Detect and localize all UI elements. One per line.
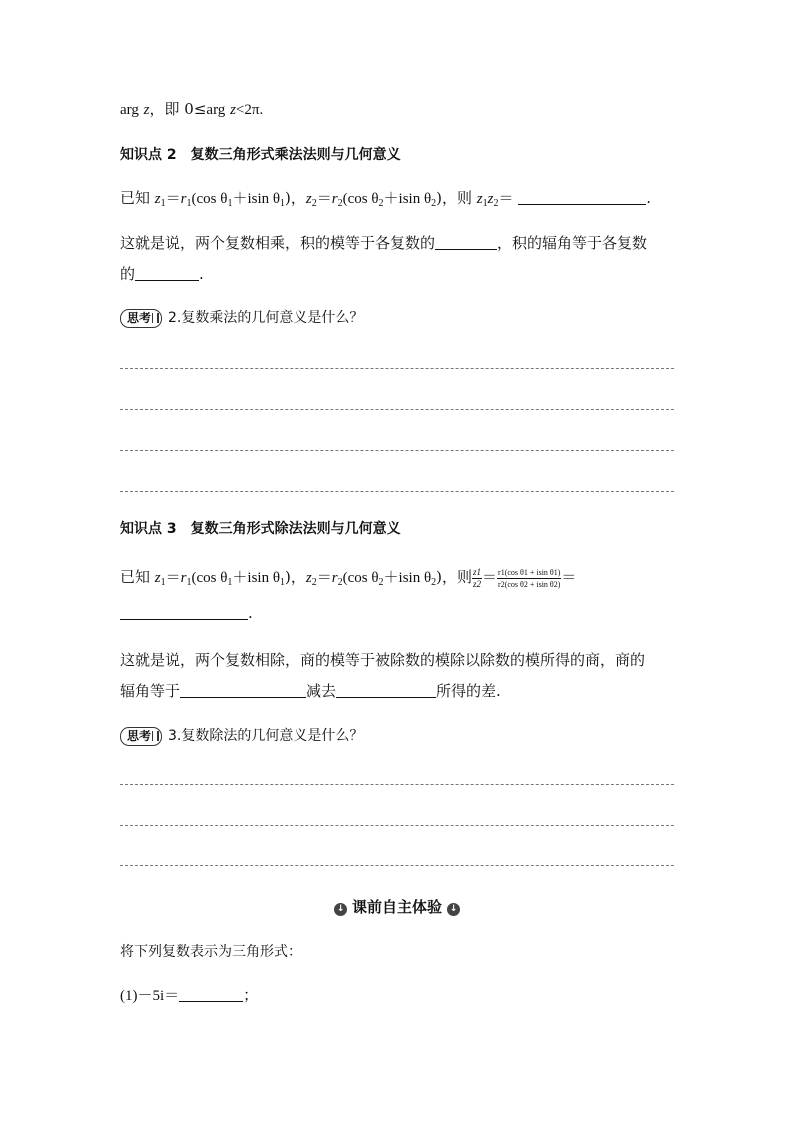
frac2-denominator: r2(cos θ2 + isin θ2) (498, 579, 561, 589)
r1-sub: 1 (186, 577, 192, 588)
isin-text: ＋isin θ (232, 570, 281, 586)
frac-denominator: z2 (473, 578, 482, 589)
z1-sub: 1 (160, 198, 166, 209)
kp2-label: 知识点 2 (120, 147, 177, 163)
top-line (120, 98, 263, 119)
theta1-sub: 1 (227, 198, 233, 209)
then-text: )，则 (436, 189, 477, 207)
r2-var: r (331, 191, 338, 207)
z1-var: z (154, 570, 161, 586)
explain-text-mid: ，积的辐角等于各复数 (497, 234, 648, 252)
kp3-formula (120, 566, 576, 590)
prod-z1: z (476, 191, 483, 207)
think-question: 3.复数除法的几何意义是什么？ (168, 728, 364, 744)
r2-sub: 2 (337, 577, 343, 588)
close-paren: )， (285, 568, 306, 586)
think-2 (120, 307, 363, 328)
z1-sub: 1 (160, 577, 166, 588)
prod-sub2: 2 (493, 198, 499, 209)
r2-var: r (331, 570, 338, 586)
theta2-sub-b: 2 (431, 198, 437, 209)
kp2-title: 复数三角形式乘法法则与几何意义 (190, 147, 401, 163)
kp3-heading (120, 518, 401, 538)
given-label: 已知 (120, 189, 151, 207)
r2-sub: 2 (337, 198, 343, 209)
frac-eq-2: ＝ (561, 568, 577, 586)
theta2-sub: 2 (378, 577, 384, 588)
theta1-sub-b: 1 (280, 577, 286, 588)
explain-text-a: 辐角等于 (120, 682, 181, 700)
prod-sub1: 1 (482, 198, 488, 209)
z2-var: z (305, 570, 312, 586)
kp3-label: 知识点 3 (120, 521, 177, 537)
z1-var: z (154, 191, 161, 207)
answer-line[interactable] (120, 491, 674, 492)
dividend-arg-blank[interactable] (180, 683, 306, 698)
quotient-blank[interactable] (120, 605, 248, 620)
z-var: z (143, 102, 150, 118)
cos-text-2: (cos θ (342, 191, 379, 207)
kp2-formula (120, 187, 651, 209)
kp3-explain-2 (120, 680, 501, 701)
answer-line[interactable] (120, 409, 674, 410)
z2-sub: 2 (311, 577, 317, 588)
period: . (248, 604, 253, 622)
isin-text-2: ＋isin θ (383, 191, 432, 207)
answer-line[interactable] (120, 865, 674, 866)
think-badge: 思考 (120, 727, 162, 746)
think-3 (120, 725, 363, 746)
instruction-text: 将下列复数表示为三角形式： (120, 944, 302, 960)
close-paren: )， (285, 189, 306, 207)
kp3-title: 复数三角形式除法法则与几何意义 (190, 521, 401, 537)
prod-z2: z (487, 191, 494, 207)
answer-line[interactable] (120, 368, 674, 369)
section-title-text: 课前自主体验 (351, 898, 442, 916)
think-badge: 思考 (120, 309, 162, 328)
top-mid-text: ，即 0≤ (149, 100, 207, 118)
isin-text: ＋isin θ (232, 191, 281, 207)
z-var-2: z (230, 102, 236, 118)
theta1-sub-b: 1 (280, 198, 286, 209)
arg-text-2: arg (206, 102, 226, 118)
eq-sign-2: ＝ (316, 189, 332, 207)
answer-line[interactable] (120, 825, 674, 826)
given-label: 已知 (120, 568, 155, 586)
period: . (646, 189, 652, 207)
eq-sign: ＝ (165, 568, 181, 586)
kp3-formula-line2 (120, 604, 253, 622)
arg-text: arg (120, 102, 139, 118)
theta2-sub-b: 2 (431, 577, 437, 588)
explain-text-c: 所得的差. (436, 682, 501, 700)
z2-var: z (305, 191, 312, 207)
isin-text-2: ＋isin θ (383, 570, 432, 586)
quotient-fraction (472, 567, 482, 590)
think-question: 2.复数乘法的几何意义是什么？ (168, 310, 364, 326)
then-text: )，则 (436, 568, 472, 586)
cos-text: (cos θ (191, 570, 228, 586)
quotient-fraction-2 (497, 567, 561, 590)
kp2-explain-2 (120, 263, 204, 284)
down-arrow-icon: ↓ (447, 903, 460, 916)
prod-eq: ＝ (498, 189, 514, 207)
top-end-text: <2π. (235, 102, 264, 118)
kp2-heading (120, 144, 401, 164)
r1-var: r (180, 570, 187, 586)
item1-blank[interactable] (179, 987, 243, 1002)
argument-blank[interactable] (135, 266, 199, 281)
frac2-numerator: r1(cos θ1 + isin θ1) (498, 567, 561, 577)
answer-line[interactable] (120, 450, 674, 451)
cos-text-2: (cos θ (342, 570, 379, 586)
explain-text-b: 减去 (306, 682, 337, 700)
kp2-explain-1 (120, 232, 647, 253)
explain-text-1: 这就是说，两个复数相除，商的模等于被除数的模除以除数的模所得的商，商的 (120, 651, 646, 669)
exercise-item-1 (120, 984, 258, 1005)
answer-line[interactable] (120, 784, 674, 785)
r1-var: r (180, 191, 187, 207)
explain-text-1: 这就是说，两个复数相乘，积的模等于各复数的 (120, 234, 436, 252)
frac-numerator: z1 (473, 566, 482, 577)
product-blank[interactable] (518, 190, 646, 205)
kp3-explain-1 (120, 649, 645, 670)
down-arrow-icon: ↓ (334, 903, 347, 916)
theta2-sub: 2 (378, 198, 384, 209)
item1-prefix: (1)－5i＝ (120, 988, 180, 1004)
section-title (0, 896, 794, 917)
modulus-blank[interactable] (435, 235, 497, 250)
exercise-instruction (120, 941, 302, 961)
frac-eq: ＝ (482, 568, 498, 586)
z2-sub: 2 (311, 198, 317, 209)
theta1-sub: 1 (227, 577, 233, 588)
eq-sign-2: ＝ (316, 568, 332, 586)
item1-end: ； (243, 986, 259, 1004)
explain-end: . (199, 265, 204, 283)
divisor-arg-blank[interactable] (336, 683, 436, 698)
cos-text: (cos θ (191, 191, 228, 207)
r1-sub: 1 (186, 198, 192, 209)
explain-prefix: 的 (120, 265, 136, 283)
eq-sign: ＝ (165, 189, 181, 207)
